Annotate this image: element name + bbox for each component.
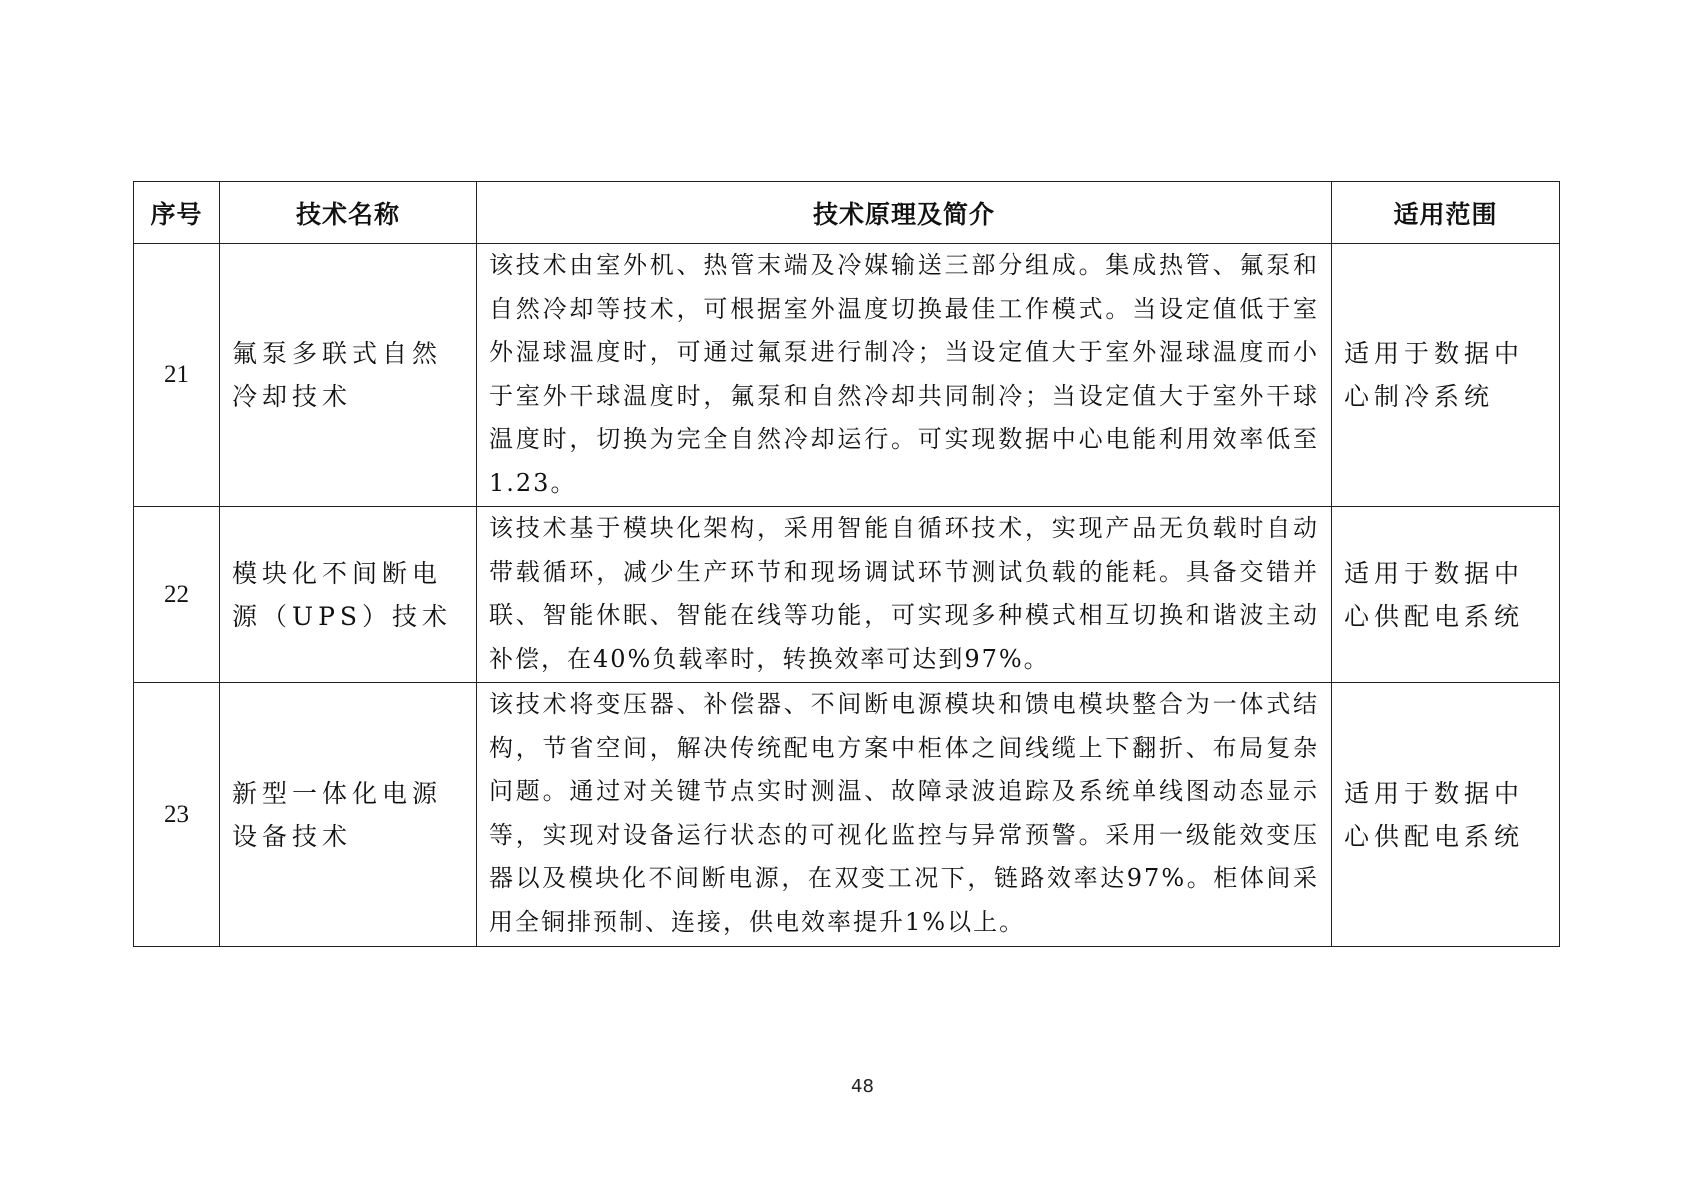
table-row — [134, 507, 1560, 683]
header-name: 技术名称 — [220, 182, 477, 244]
technology-description: 该技术将变压器、补偿器、不间断电源模块和馈电模块整合为一体式结构，节省空间，解决传统配电方案中柜体之间线缆上下翻折、布局复杂问题。通过对关键节点实时测温、故障录波追踪及系统单线图动态显示等，实现对设备运行状态的可视化监控与异常预警。采用一级能效变压器以及模块化不间断电源，在双变工况下，链路效率达97%。柜体间采用全铜排预制、连接，供电效率提升1%以上。 — [477, 683, 1332, 947]
table-header — [134, 182, 1560, 244]
header-no: 序号 — [134, 182, 220, 244]
header-scope: 适用范围 — [1332, 182, 1560, 244]
technology-name: 氟泵多联式自然冷却技术 — [220, 244, 477, 507]
row-number: 21 — [134, 244, 220, 507]
application-scope: 适用于数据中心制冷系统 — [1332, 244, 1560, 507]
header-description: 技术原理及简介 — [477, 182, 1332, 244]
table-row — [134, 244, 1560, 507]
technology-name: 模块化不间断电源（UPS）技术 — [220, 507, 477, 683]
technology-name: 新型一体化电源设备技术 — [220, 683, 477, 947]
technology-description: 该技术基于模块化架构，采用智能自循环技术，实现产品无负载时自动带载循环，减少生产环节和现场调试环节测试负载的能耗。具备交错并联、智能休眠、智能在线等功能，可实现多种模式相互切换和谐波主动补偿，在40%负载率时，转换效率可达到97%。 — [477, 507, 1332, 683]
application-scope: 适用于数据中心供配电系统 — [1332, 683, 1560, 947]
technology-table — [133, 181, 1560, 947]
row-number: 23 — [134, 683, 220, 947]
application-scope: 适用于数据中心供配电系统 — [1332, 507, 1560, 683]
row-number: 22 — [134, 507, 220, 683]
page-number: 48 — [851, 1076, 874, 1097]
technology-description: 该技术由室外机、热管末端及冷媒输送三部分组成。集成热管、氟泵和自然冷却等技术，可根据室外温度切换最佳工作模式。当设定值低于室外湿球温度时，可通过氟泵进行制冷；当设定值大于室外湿球温度而小于室外干球温度时，氟泵和自然冷却共同制冷；当设定值大于室外干球温度时，切换为完全自然冷却运行。可实现数据中心电能利用效率低至1.23。 — [477, 244, 1332, 507]
table-header-row — [134, 182, 1560, 244]
table-body — [134, 244, 1560, 947]
table-row — [134, 683, 1560, 947]
